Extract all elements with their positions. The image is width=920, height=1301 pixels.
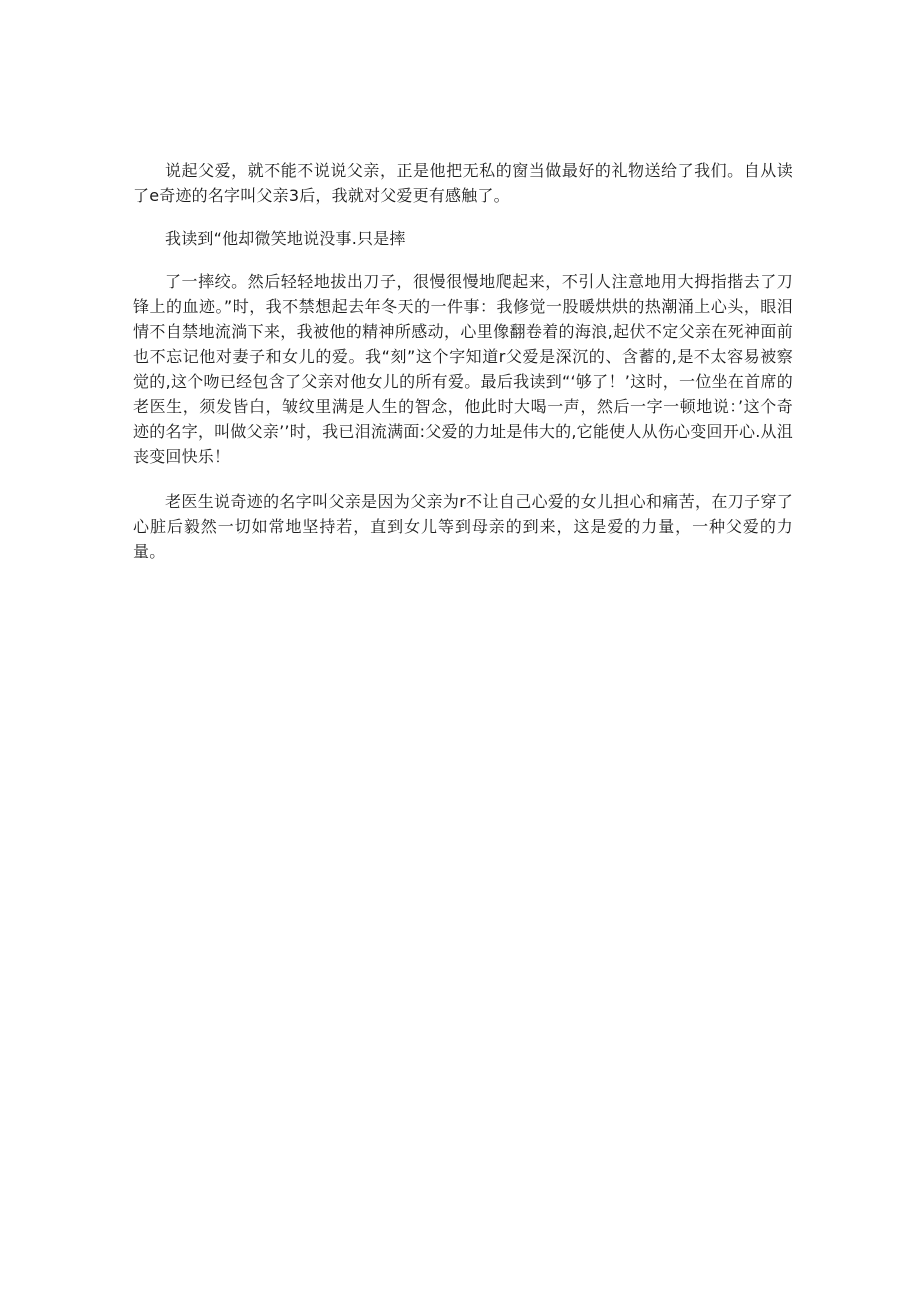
- paragraph: 了一摔绞。然后轻轻地拔出刀子，很慢很慢地爬起来，不引人注意地用大拇指揩去了刀锋上的血迹。”时，我不禁想起去年冬天的一件事：我修觉一股暖烘烘的热潮涌上心头，眼泪情不自禁地流淌下来，我被他的精神所感动，心里像翻卷着的海浪,起伏不定父亲在死神面前也不忘记他对妻子和女儿的爱。我“刻”这个字知道r父爱是深沉的、含蓄的,是不太容易被察觉的,这个吻已经包含了父亲对他女儿的所有爱。最后我读到“‘够了！’这时，一位坐在首席的老医生，须发皆白，皱纹里满是人生的智念，他此时大喝一声，然后一字一顿地说：’这个奇迹的名字，叫做父亲’’时，我已泪流满面:父爱的力址是伟大的,它能使人从伤心变回开心.从沮丧变回快乐！: [133, 272, 793, 466]
- document-body: [133, 158, 793, 564]
- paragraph: 说起父爱，就不能不说说父亲，正是他把无私的窗当做最好的礼物送给了我们。自从读了e奇迹的名字叫父亲3后，我就对父爱更有感触了。: [133, 161, 793, 205]
- paragraph: 老医生说奇迹的名字叫父亲是因为父亲为r不让自己心爱的女儿担心和痛苦，在刀子穿了心脏后毅然一切如常地坚持若，直到女儿等到母亲的到来，这是爱的力量，一种父爱的力量。: [133, 492, 793, 561]
- paragraph: 我读到“他却微笑地说没事.只是摔: [165, 229, 406, 248]
